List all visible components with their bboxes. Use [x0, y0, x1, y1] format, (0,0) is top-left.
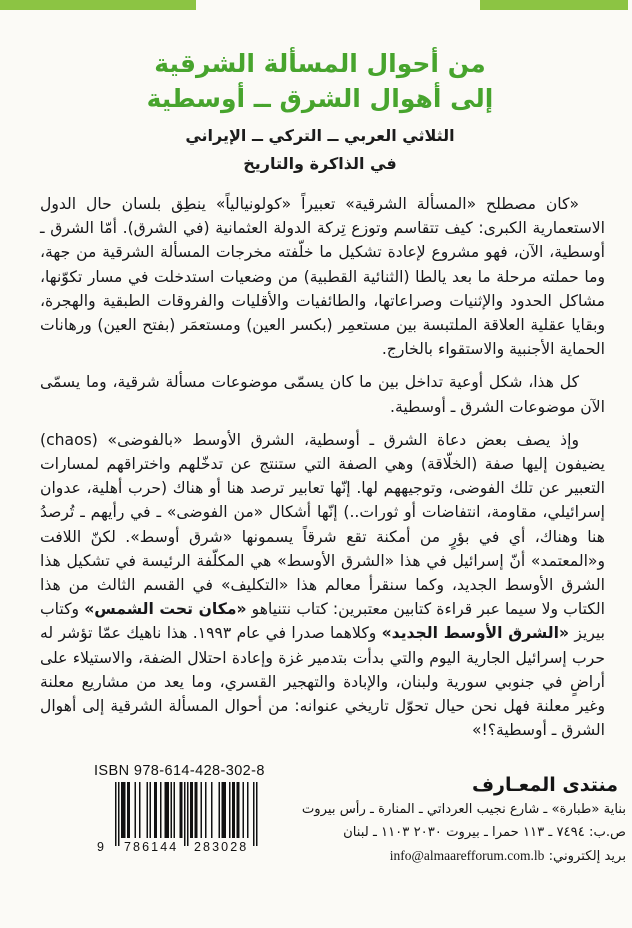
isbn-label: ISBN 978-614-428-302-8 [94, 763, 265, 779]
barcode-digit-group: 9 [97, 840, 107, 854]
title-block [40, 46, 600, 175]
barcode-digit-group: 283028 [194, 840, 249, 854]
ean-barcode [115, 782, 258, 846]
paragraph-segment: وكتاب بيريز [40, 600, 605, 643]
body-paragraph [40, 428, 605, 743]
paragraph-segment: وإذ يصف بعض دعاة الشرق ـ أوسطية، الشرق الأوسط «بالفوضى» (chaos) يضيفون إليها صفة (الخلّاقة) وهي الصفة التي ستنتج عن تدخّلهم واختراقهم لمسارات التعبير عن تلك الفوضى، وتوجيههم لها. إنّها تعابير ترصد هنا أو هناك (حرب أهلية، عدوان إسرائيلي، مقاومة، انتفاضات أو ثورات..) إنّها أشكال «من الفوضى» ـ في رأيهم ـ تُرصدُ هنا وهناك، أي في بؤرٍ من أمكنة تقع شرقاً يسمونها «شرق أوسط». لكنّ اللافت و«المعتمد» أنّ إسرائيل في هذا «الشرق الأوسط» هي المكلّفة الرئيسة في تشكيل هذا الشرق الأوسط الجديد، وكما سنقرأ معالم هذا «التكليف» في القسم الثالث من هذا الكتاب ولا سيما عبر قراءة كتابين معتبرين: كتاب نتنياهو [40, 430, 605, 619]
book-title-mention: «مكان تحت الشمس» [84, 600, 247, 619]
subtitle-memory-history: في الذاكرة والتاريخ [243, 154, 397, 173]
body-paragraph [40, 370, 605, 418]
barcode-digit-group: 786144 [124, 840, 179, 854]
barcode-digits [96, 840, 262, 856]
paragraph-segment: كل هذا، شكل أوعية تداخل بين ما كان يسمّى موضوعات مسألة شرقية، وما يسمّى الآن موضوعات الشرق ـ أوسطية. [40, 373, 605, 416]
title-line-1: من أحوال المسألة الشرقية [154, 49, 486, 78]
title-line-2: إلى أهوال الشرق ــ أوسطية [146, 84, 494, 113]
publisher-address-1: بناية «طبارة» ـ شارع نجيب العرداتي ـ المنارة ـ رأس بيروت [301, 802, 626, 817]
publisher-email-line [302, 844, 626, 868]
paragraph-segment: وكلاهما صدرا في عام ١٩٩٣. هذا ناهيك عمّا تؤشر له حرب إسرائيل الجارية اليوم والتي بدأت بتدمير غزة وإعادة احتلال الضفة، والاستيلاء على أراضٍ في جنوبي سورية ولبنان، والإبادة والتهجير القسري، وما يعد من مشاريع معلنة وغير معلنة فهل نحن حيال تحوّل تاريخي عنوانه: من أحوال المسألة الشرقية إلى أهوال الشرق ـ أوسطية؟!» [40, 624, 605, 740]
accent-bar-left [0, 0, 196, 10]
publisher-name: منتدى المعـارف [471, 774, 618, 796]
email-label: بريد إلكتروني: [548, 849, 626, 864]
email-address: info@almaarefforum.com.lb [389, 848, 545, 863]
back-cover-text [40, 192, 605, 751]
accent-bar-right [480, 0, 628, 10]
subtitle-trio: الثلاثي العربي ــ التركي ــ الإيراني [185, 126, 455, 145]
publisher-address-2: ص.ب: ٧٤٩٤ ـ ١١٣ حمرا ـ بيروت ٢٠٣٠ ١١٠٣ ـ لبنان [343, 825, 626, 840]
body-paragraph [40, 192, 605, 361]
paragraph-segment: «كان مصطلح «المسألة الشرقية» تعبيراً «كولونيالياً» ينطِق بلسان حال الدول الاستعمارية الكبرى: كيف تتقاسم وتوزع تِركة الدولة العثمانية (في الشرق). أمّا الشرق ـ أوسطية، الآن، فهو مشروع لإعادة تشكيل ما خلّفته مخرجات المسألة الشرقية من جهة، وما حملته مرحلة ما بعد يالطا (الثنائية القطبية) من وضعيات استدخلت في مسار تكوّنها، مشاكل الحدود والإثنيات وصراعاتها، والطائفيات والأقليات والفروقات الطبقية والهجرة، وبقايا عقلية العلاقة الملتبسة بين مستعمِر (بكسر العين) ومستعمَر (بفتح العين) ورهانات الحماية الأجنبية والاستقواء بالخارج. [40, 195, 605, 359]
book-title-mention: «الشرق الأوسط الجديد» [381, 624, 570, 643]
publisher-block [302, 772, 626, 868]
